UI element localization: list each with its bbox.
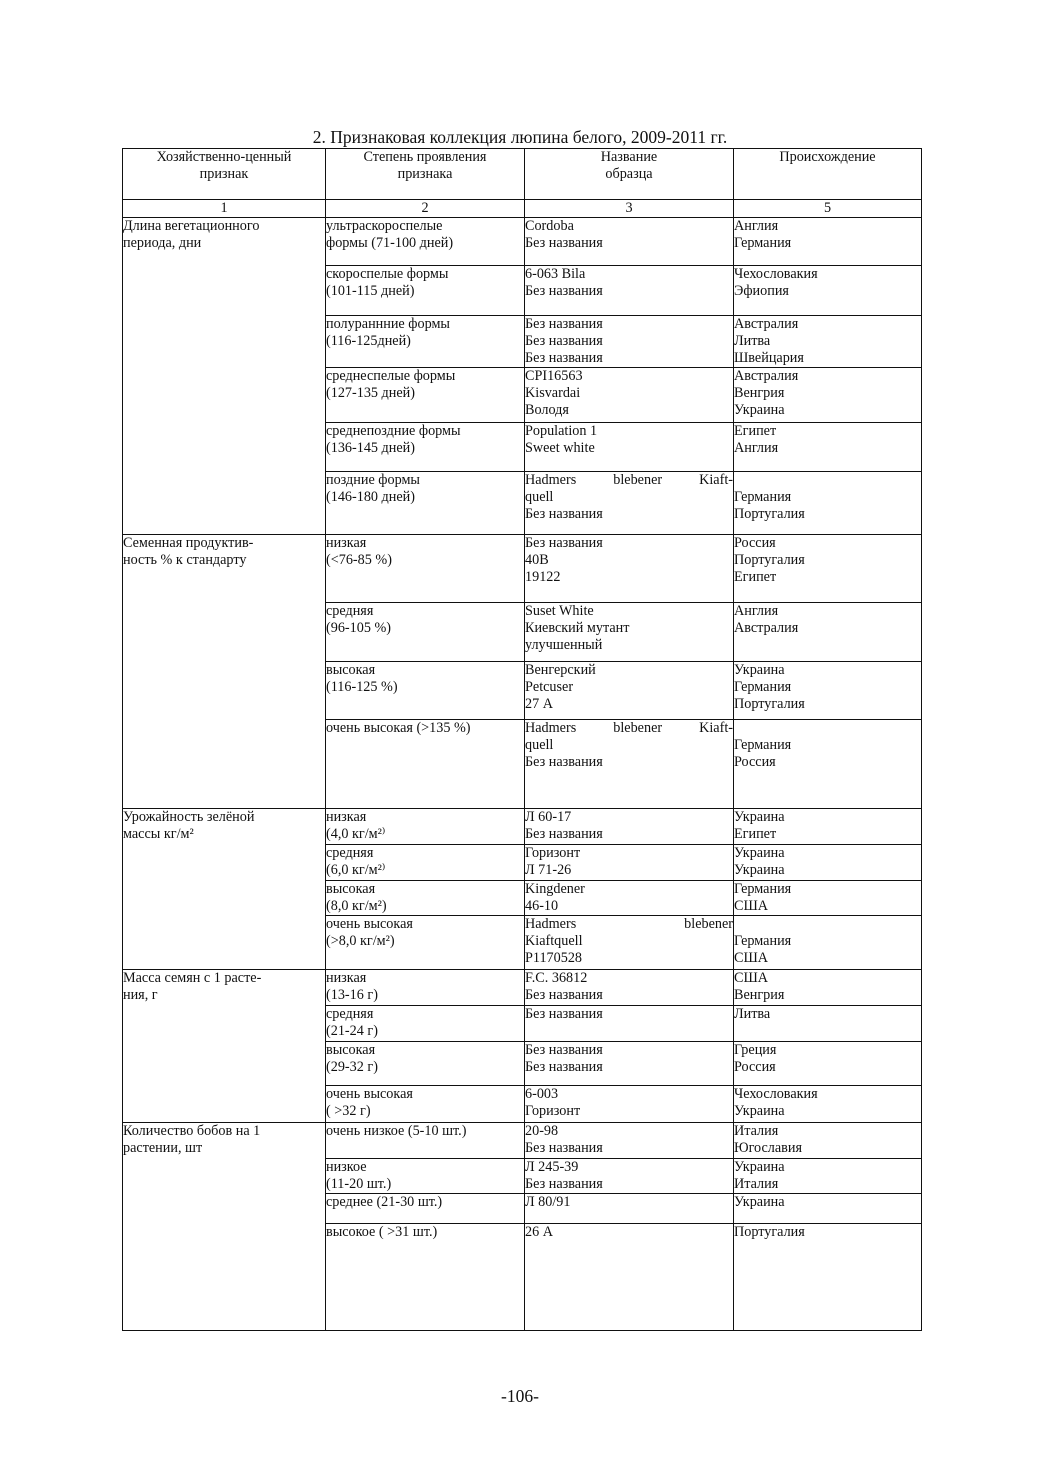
origin-cell: Чехословакия Украина — [734, 1086, 922, 1123]
degree-cell: высокая (116-125 %) — [326, 662, 525, 720]
degree-cell: средняя (96-105 %) — [326, 603, 525, 662]
origin-cell: Украина Египет — [734, 809, 922, 845]
sample-name-cell: 6-003 Горизонт — [525, 1086, 734, 1123]
origin-cell: Украина Италия — [734, 1159, 922, 1194]
sample-name-cell: Л 60-17 Без названия — [525, 809, 734, 845]
origin-cell: Литва — [734, 1006, 922, 1042]
origin-cell: Англия Германия — [734, 218, 922, 266]
sample-name-cell: Hadmers blebener Kiaft- quell Без названия — [525, 720, 734, 809]
sample-name-cell: F.C. 36812 Без названия — [525, 970, 734, 1006]
degree-cell: очень высокая (>8,0 кг/м²) — [326, 916, 525, 970]
degree-cell: низкая (4,0 кг/м²⁾ — [326, 809, 525, 845]
origin-cell: Австралия Венгрия Украина — [734, 368, 922, 423]
degree-cell: низкая (<76-85 %) — [326, 535, 525, 603]
sample-name-cell: Cordoba Без названия — [525, 218, 734, 266]
sample-name-cell: Без названия 40B 19122 — [525, 535, 734, 603]
sample-name-cell: CPI16563 Kisvardai Володя — [525, 368, 734, 423]
degree-cell: высокое ( >31 шт.) — [326, 1224, 525, 1331]
sample-name-cell: Hadmers blebener Kiaftquell P1170528 — [525, 916, 734, 970]
origin-cell: Германия Россия — [734, 720, 922, 809]
table-title: 2. Признаковая коллекция люпина белого, 2009-2011 гг. — [312, 127, 728, 147]
column-number-row — [123, 200, 922, 218]
header-name: Название образца — [525, 149, 734, 200]
column-number: 5 — [734, 200, 922, 218]
sample-name-cell: Горизонт Л 71-26 — [525, 845, 734, 881]
header-origin: Происхождение — [734, 149, 922, 200]
origin-cell: Германия Португалия — [734, 472, 922, 535]
degree-cell: среднепоздние формы (136-145 дней) — [326, 423, 525, 472]
feature-cell: Урожайность зелёной массы кг/м² — [123, 809, 326, 970]
sample-name-cell: Hadmers blebener Kiaft- quell Без названия — [525, 472, 734, 535]
degree-cell: высокая (8,0 кг/м²) — [326, 881, 525, 916]
table-row — [123, 535, 922, 603]
degree-cell: средняя (6,0 кг/м²⁾ — [326, 845, 525, 881]
origin-cell: Чехословакия Эфиопия — [734, 266, 922, 316]
sample-name-cell: Kingdener 46-10 — [525, 881, 734, 916]
column-number: 2 — [326, 200, 525, 218]
column-number: 1 — [123, 200, 326, 218]
page-number: -106- — [501, 1386, 539, 1406]
feature-cell: Количество бобов на 1 растении, шт — [123, 1123, 326, 1331]
degree-cell: очень высокая ( >32 г) — [326, 1086, 525, 1123]
table-row — [123, 970, 922, 1006]
sample-name-cell: Без названия Без названия Без названия — [525, 316, 734, 368]
table-row — [123, 809, 922, 845]
header-degree: Степень проявления признака — [326, 149, 525, 200]
feature-cell: Семенная продуктив- ность % к стандарту — [123, 535, 326, 809]
origin-cell: Египет Англия — [734, 423, 922, 472]
feature-cell: Масса семян с 1 расте- ния, г — [123, 970, 326, 1123]
sample-name-cell: Без названия — [525, 1006, 734, 1042]
sample-name-cell: Population 1 Sweet white — [525, 423, 734, 472]
origin-cell: Германия США — [734, 916, 922, 970]
degree-cell: среднее (21-30 шт.) — [326, 1194, 525, 1224]
origin-cell: Россия Португалия Египет — [734, 535, 922, 603]
origin-cell: Украина — [734, 1194, 922, 1224]
sample-name-cell: Л 80/91 — [525, 1194, 734, 1224]
origin-cell: Англия Австралия — [734, 603, 922, 662]
origin-cell: США Венгрия — [734, 970, 922, 1006]
header-feature: Хозяйственно-ценный признак — [123, 149, 326, 200]
header-row — [123, 149, 922, 200]
origin-cell: Греция Россия — [734, 1042, 922, 1086]
degree-cell: средняя (21-24 г) — [326, 1006, 525, 1042]
sample-name-cell: 6-063 Bila Без названия — [525, 266, 734, 316]
degree-cell: скороспелые формы (101-115 дней) — [326, 266, 525, 316]
degree-cell: поздние формы (146-180 дней) — [326, 472, 525, 535]
degree-cell: низкая (13-16 г) — [326, 970, 525, 1006]
sample-name-cell: 20-98 Без названия — [525, 1123, 734, 1159]
feature-cell: Длина вегетационного периода, дни — [123, 218, 326, 535]
degree-cell: ультраскороспелые формы (71-100 дней) — [326, 218, 525, 266]
sample-name-cell: Л 245-39 Без названия — [525, 1159, 734, 1194]
sample-name-cell: 26 А — [525, 1224, 734, 1331]
trait-collection-table — [122, 148, 922, 1331]
table-row — [123, 1123, 922, 1159]
degree-cell: высокая (29-32 г) — [326, 1042, 525, 1086]
origin-cell: Германия США — [734, 881, 922, 916]
degree-cell: очень низкое (5-10 шт.) — [326, 1123, 525, 1159]
origin-cell: Украина Германия Португалия — [734, 662, 922, 720]
origin-cell: Португалия — [734, 1224, 922, 1331]
sample-name-cell: Венгерский Petcuser 27 А — [525, 662, 734, 720]
origin-cell: Украина Украина — [734, 845, 922, 881]
origin-cell: Италия Югославия — [734, 1123, 922, 1159]
sample-name-cell: Без названия Без названия — [525, 1042, 734, 1086]
degree-cell: среднеспелые формы (127-135 дней) — [326, 368, 525, 423]
sample-name-cell: Suset White Киевский мутант улучшенный — [525, 603, 734, 662]
table-row — [123, 218, 922, 266]
origin-cell: Австралия Литва Швейцария — [734, 316, 922, 368]
degree-cell: низкое (11-20 шт.) — [326, 1159, 525, 1194]
degree-cell: полураннние формы (116-125дней) — [326, 316, 525, 368]
column-number: 3 — [525, 200, 734, 218]
degree-cell: очень высокая (>135 %) — [326, 720, 525, 809]
